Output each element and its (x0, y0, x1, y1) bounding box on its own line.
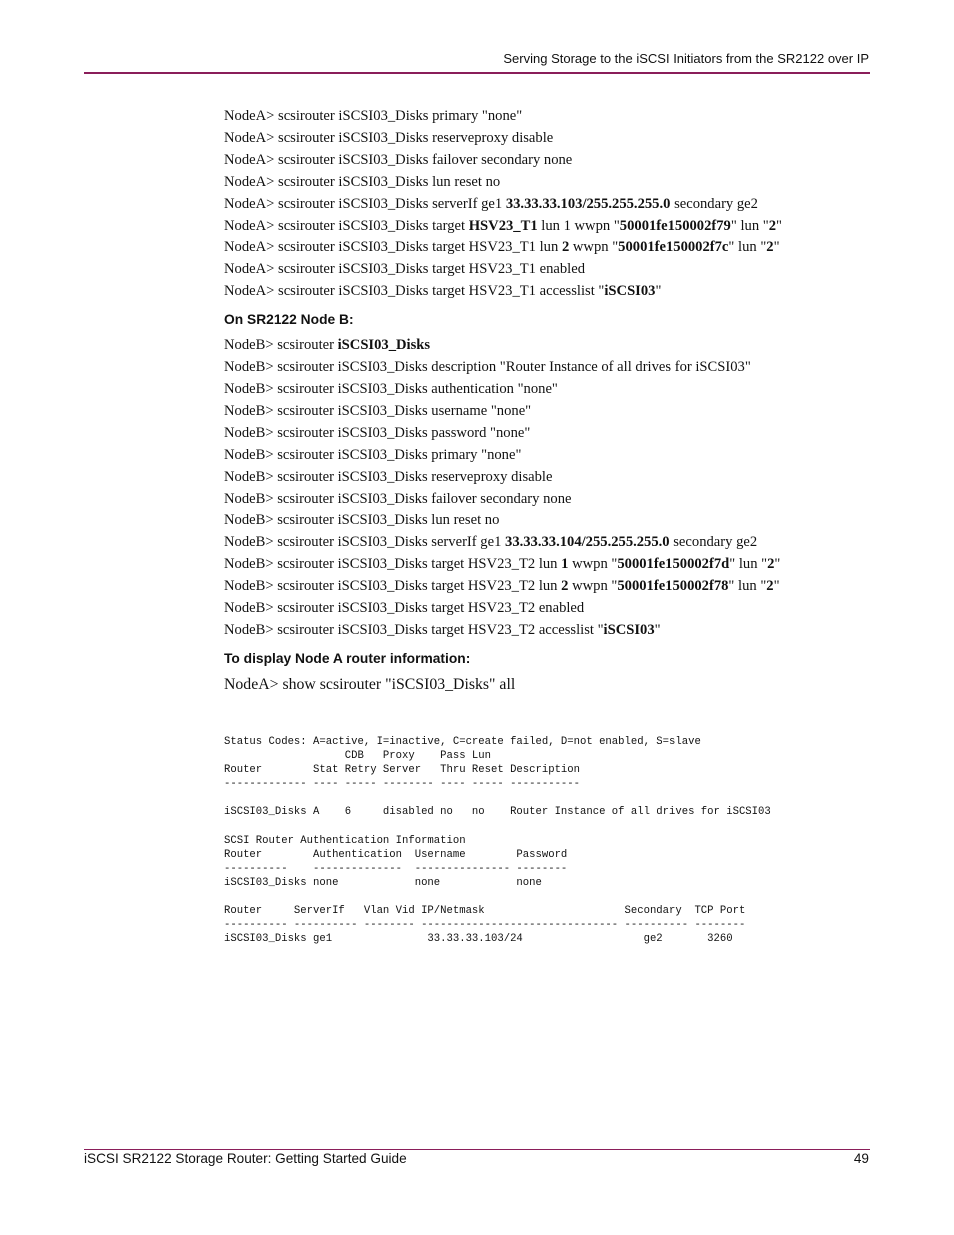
command-segment: NodeB> scsirouter iSCSI03_Disks lun reset no (224, 512, 500, 529)
command-line (224, 423, 864, 445)
command-bold-segment: 50001fe150002f78 (617, 578, 729, 595)
command-bold-segment: 50001fe150002f7c (618, 239, 729, 256)
command-line (224, 510, 864, 532)
command-segment: NodeA> scsirouter iSCSI03_Disks target HSV23_T1 lun (224, 239, 562, 256)
command-bold-segment: iSCSI03 (604, 283, 656, 300)
command-line (224, 467, 864, 489)
command-bold-segment: 2 (767, 556, 775, 573)
command-segment: secondary ge2 (669, 534, 758, 551)
command-segment: NodeA> scsirouter iSCSI03_Disks lun reset no (224, 173, 501, 190)
command-segment: NodeA> scsirouter iSCSI03_Disks reserveproxy disable (224, 129, 554, 146)
command-segment: wwpn " (569, 239, 619, 256)
command-line (224, 598, 864, 620)
command-line (224, 554, 864, 576)
command-segment: secondary ge2 (670, 195, 758, 212)
command-line (224, 106, 864, 128)
command-line (224, 379, 864, 401)
command-segment: wwpn " (568, 578, 618, 595)
command-segment: NodeB> scsirouter iSCSI03_Disks username "none" (224, 402, 532, 419)
command-line (224, 576, 864, 598)
command-segment: " (654, 621, 661, 638)
command-bold-segment: 50001fe150002f79 (619, 217, 731, 234)
command-bold-segment: iSCSI03_Disks (337, 337, 431, 354)
command-segment: NodeA> scsirouter iSCSI03_Disks failover secondary none (224, 151, 573, 168)
command-line (224, 150, 864, 172)
command-segment: NodeB> scsirouter iSCSI03_Disks target HSV23_T2 lun (224, 578, 562, 595)
command-line (224, 281, 864, 303)
command-line (224, 335, 864, 357)
command-segment: NodeB> scsirouter iSCSI03_Disks failover secondary none (224, 490, 572, 507)
command-line (224, 216, 864, 238)
command-segment: " lun " (728, 578, 767, 595)
show-command: NodeA> show scsirouter "iSCSI03_Disks" all (224, 675, 516, 693)
command-segment: NodeB> scsirouter iSCSI03_Disks authentication "none" (224, 380, 558, 397)
command-segment: NodeA> scsirouter iSCSI03_Disks target HSV23_T1 accesslist " (224, 283, 605, 300)
command-segment: NodeA> scsirouter iSCSI03_Disks target (224, 217, 469, 234)
command-segment: NodeA> scsirouter iSCSI03_Disks target HSV23_T1 enabled (224, 261, 586, 278)
command-line (224, 237, 864, 259)
command-segment: NodeB> scsirouter iSCSI03_Disks target HSV23_T2 enabled (224, 600, 585, 617)
header-rule (84, 72, 870, 74)
command-segment: NodeB> scsirouter (224, 337, 338, 354)
terminal-output: Status Codes: A=active, I=inactive, C=create failed, D=not enabled, S=slave CDB Proxy Pass Lun Router Stat Retry Server Thru Reset Description ------------- ---- ----- -------- ---- ----- ----------- iSCSI03_Disks A 6 disabled no no Router Instance of all drives for iSCSI03 SCSI Router Authentication Information Router Authentication Username Password ---------- -------------- --------------- -------- iSCSI03_Disks none none none Router ServerIf Vlan Vid IP/Netmask Secondary TCP Port ---------- ---------- -------- ------------------------------- ---------- -------- iSCSI03_Disks ge1 33.33.33.103/24 ge2 3260 (224, 736, 771, 946)
command-line (224, 172, 864, 194)
command-line (224, 620, 864, 642)
command-segment: NodeB> scsirouter iSCSI03_Disks serverIf ge1 (224, 534, 506, 551)
command-bold-segment: 2 (766, 578, 774, 595)
command-segment: " lun " (730, 217, 769, 234)
command-bold-segment: 1 (561, 556, 569, 573)
command-segment: NodeB> scsirouter iSCSI03_Disks target HSV23_T2 accesslist " (224, 621, 604, 638)
footer-title: iSCSI SR2122 Storage Router: Getting Started Guide (84, 1151, 407, 1166)
command-segment: " (773, 239, 780, 256)
command-bold-segment: 50001fe150002f7d (617, 556, 730, 573)
command-segment: wwpn " (568, 556, 618, 573)
command-line (224, 445, 864, 467)
nodeA-command-list (224, 106, 864, 303)
command-bold-segment: 2 (561, 578, 569, 595)
command-bold-segment: 2 (766, 239, 774, 256)
command-segment: " (774, 556, 781, 573)
command-segment: NodeA> scsirouter iSCSI03_Disks primary "none" (224, 108, 523, 124)
command-line (224, 259, 864, 281)
page-number: 49 (853, 1151, 869, 1166)
command-segment: " (776, 217, 782, 234)
command-bold-segment: 2 (561, 239, 570, 256)
command-bold-segment: iSCSI03 (603, 621, 655, 638)
footer-rule (84, 1149, 870, 1150)
command-segment: NodeB> scsirouter iSCSI03_Disks reserveproxy disable (224, 468, 553, 485)
command-segment: NodeB> scsirouter iSCSI03_Disks password "none" (224, 424, 531, 441)
command-segment: " (773, 578, 780, 595)
command-bold-segment: HSV23_T1 (468, 217, 538, 234)
command-bold-segment: 33.33.33.104/255.255.255.0 (505, 534, 670, 551)
command-line (224, 532, 864, 554)
command-segment: NodeB> scsirouter iSCSI03_Disks primary "none" (224, 446, 522, 463)
command-line (224, 489, 864, 511)
command-line (224, 401, 864, 423)
command-bold-segment: 2 (768, 217, 777, 234)
command-segment: lun 1 wwpn " (537, 217, 620, 234)
command-line (224, 194, 864, 216)
running-header: Serving Storage to the iSCSI Initiators from the SR2122 over IP (503, 51, 869, 66)
command-line (224, 357, 864, 379)
nodeB-command-list (224, 335, 864, 642)
main-content (224, 106, 864, 696)
section-heading-nodeB: On SR2122 Node B: (224, 312, 354, 328)
command-segment: " lun " (728, 239, 767, 256)
command-segment: NodeB> scsirouter iSCSI03_Disks target HSV23_T2 lun (224, 556, 562, 573)
command-bold-segment: 33.33.33.103/255.255.255.0 (505, 195, 671, 212)
command-line (224, 128, 864, 150)
command-segment: " lun " (729, 556, 768, 573)
section-heading-display: To display Node A router information: (224, 650, 471, 666)
command-segment: NodeB> scsirouter iSCSI03_Disks description "Router Instance of all drives for iSCSI03" (224, 359, 751, 376)
command-segment: NodeA> scsirouter iSCSI03_Disks serverIf ge1 (224, 195, 506, 212)
command-segment: " (655, 283, 662, 300)
